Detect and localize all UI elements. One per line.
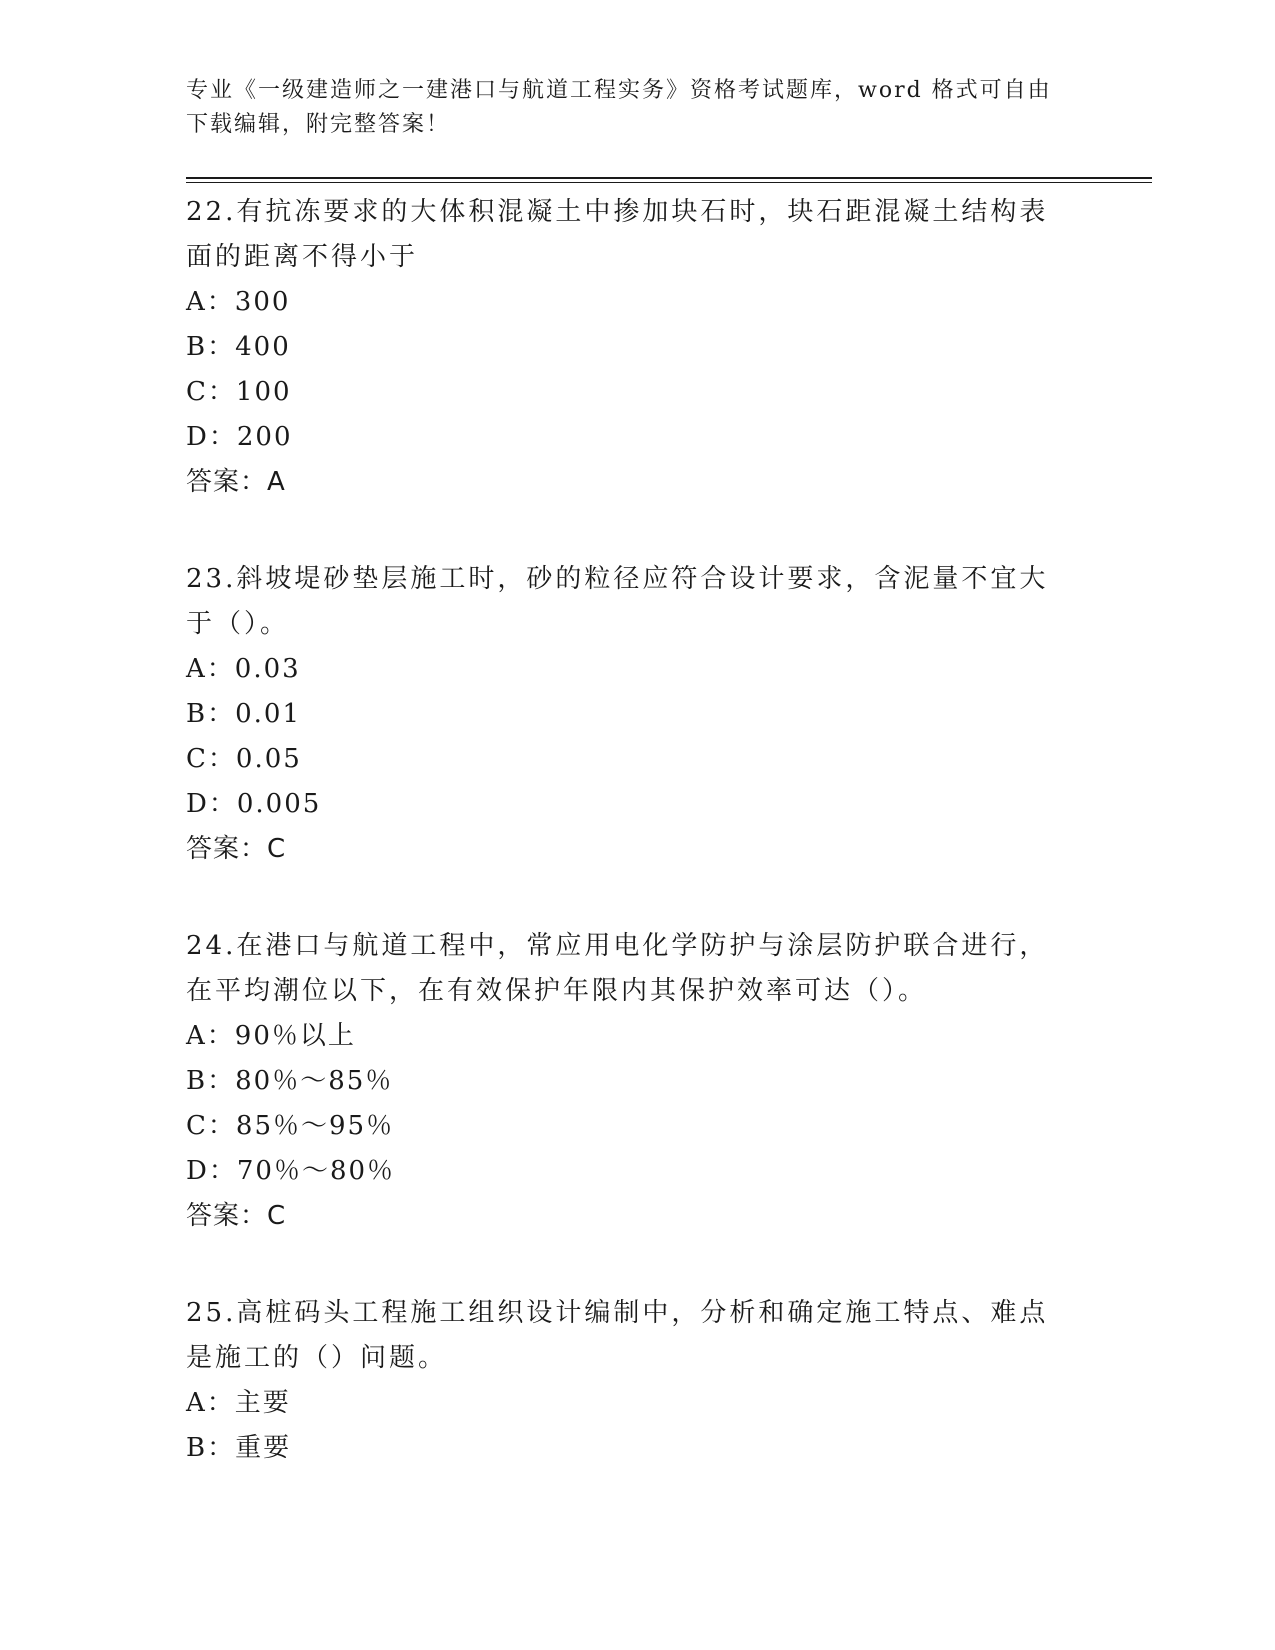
option-text: 85％～95％ (235, 1111, 395, 1141)
option-a (186, 647, 1086, 692)
option-c (186, 370, 1086, 415)
question-22 (186, 188, 1086, 505)
option-separator: ： (207, 1066, 236, 1096)
option-key: C (186, 1111, 208, 1141)
option-separator: ： (208, 1156, 237, 1186)
option-text: 90％以上 (234, 1021, 356, 1051)
option-key: D (186, 1156, 209, 1186)
option-text: 0.05 (235, 744, 302, 774)
header-divider-thick (186, 177, 1152, 179)
option-key: A (186, 654, 207, 684)
option-separator: ： (207, 1433, 236, 1463)
option-key: A (186, 287, 207, 317)
question-23 (186, 555, 1086, 872)
option-text: 0.005 (236, 789, 322, 819)
option-key: C (186, 377, 208, 407)
option-c (186, 1104, 1086, 1149)
option-key: A (186, 1021, 207, 1051)
question-24 (186, 922, 1086, 1239)
question-stem: 24.在港口与航道工程中，常应用电化学防护与涂层防护联合进行，在平均潮位以下，在有效保护年限内其保护效率可达（）。 (186, 931, 1049, 1006)
option-separator: ： (208, 422, 237, 452)
option-text: 主要 (234, 1388, 291, 1418)
option-key: B (186, 699, 208, 729)
option-separator: ： (207, 1111, 236, 1141)
option-key: B (186, 1066, 208, 1096)
option-separator: ： (207, 332, 236, 362)
option-key: B (186, 1433, 208, 1463)
option-text: 300 (234, 287, 291, 317)
option-d (186, 1149, 1086, 1194)
answer-line: 答案：C (186, 834, 287, 864)
option-text: 70％～80％ (236, 1156, 396, 1186)
answer-line: 答案：C (186, 1201, 287, 1231)
option-text: 重要 (235, 1433, 292, 1463)
option-key: A (186, 1388, 207, 1418)
answer-line: 答案：A (186, 467, 286, 497)
option-c (186, 737, 1086, 782)
option-separator: ： (207, 744, 236, 774)
option-text: 200 (236, 422, 293, 452)
option-text: 0.03 (234, 654, 301, 684)
option-d (186, 415, 1086, 460)
question-list (186, 188, 1086, 1521)
option-separator: ： (207, 699, 236, 729)
option-text: 80％～85％ (235, 1066, 394, 1096)
option-text: 400 (235, 332, 291, 362)
option-separator: ： (206, 287, 235, 317)
option-separator: ： (208, 789, 237, 819)
option-separator: ： (206, 654, 235, 684)
option-text: 0.01 (235, 699, 302, 729)
option-key: C (186, 744, 208, 774)
option-separator: ： (206, 1388, 235, 1418)
option-key: B (186, 332, 208, 362)
option-a (186, 1381, 1086, 1426)
option-b (186, 1426, 1086, 1471)
option-text: 100 (235, 377, 292, 407)
option-b (186, 325, 1086, 370)
question-25 (186, 1289, 1086, 1471)
option-b (186, 692, 1086, 737)
option-key: D (186, 422, 209, 452)
option-b (186, 1059, 1086, 1104)
question-stem: 23.斜坡堤砂垫层施工时，砂的粒径应符合设计要求，含泥量不宜大于（）。 (186, 564, 1049, 639)
option-key: D (186, 789, 209, 819)
option-d (186, 782, 1086, 827)
option-a (186, 280, 1086, 325)
question-stem: 22.有抗冻要求的大体积混凝土中掺加块石时，块石距混凝土结构表面的距离不得小于 (186, 197, 1049, 272)
header-divider-thin (186, 182, 1152, 183)
option-separator: ： (206, 1021, 235, 1051)
document-header: 专业《一级建造师之一建港口与航道工程实务》资格考试题库，word 格式可自由下载编辑，附完整答案！ (186, 78, 1052, 137)
question-stem: 25.高桩码头工程施工组织设计编制中，分析和确定施工特点、难点是施工的（）问题。 (186, 1298, 1049, 1373)
option-separator: ： (207, 377, 236, 407)
option-a (186, 1014, 1086, 1059)
